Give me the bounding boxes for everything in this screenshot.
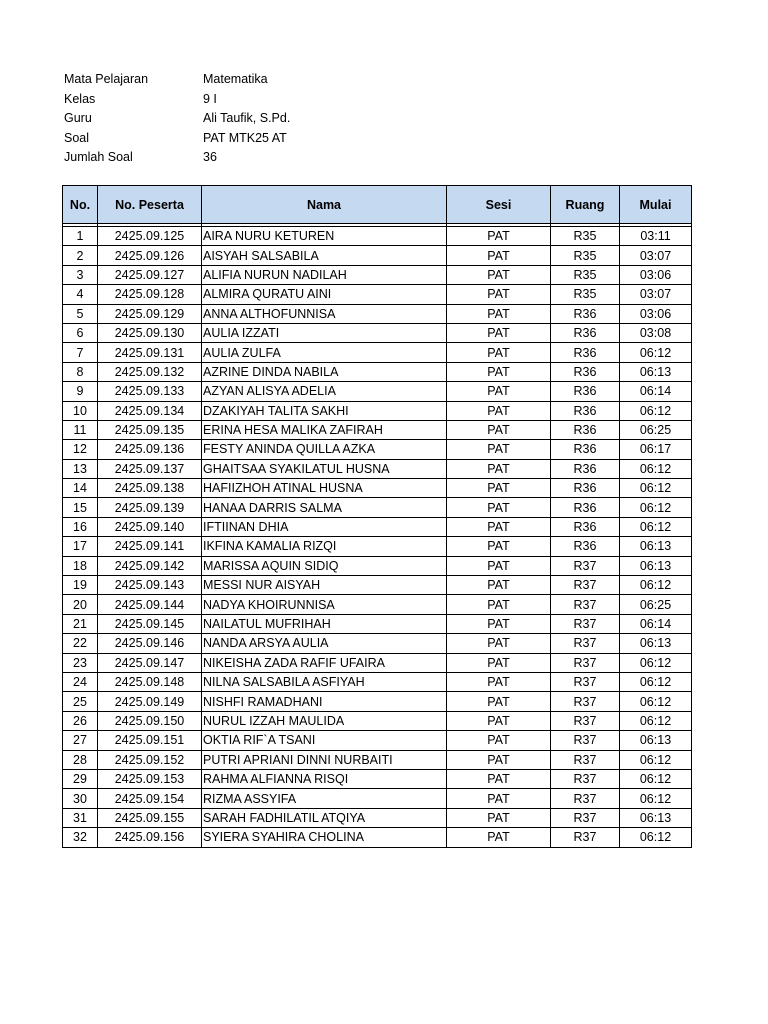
cell-session: PAT — [447, 246, 551, 265]
cell-name: SYIERA SYAHIRA CHOLINA — [202, 828, 447, 847]
cell-start: 03:06 — [620, 304, 692, 323]
cell-start: 06:12 — [620, 769, 692, 788]
cell-participant-no: 2425.09.125 — [98, 227, 202, 246]
table-row — [63, 517, 692, 536]
cell-room: R36 — [551, 343, 620, 362]
table-row — [63, 246, 692, 265]
column-header-room: Ruang — [551, 186, 620, 224]
cell-start: 06:13 — [620, 362, 692, 381]
cell-room: R35 — [551, 285, 620, 304]
info-row-class — [64, 90, 290, 110]
cell-start: 06:12 — [620, 672, 692, 691]
cell-start: 06:17 — [620, 440, 692, 459]
cell-participant-no: 2425.09.146 — [98, 634, 202, 653]
participants-table — [62, 185, 692, 848]
cell-no: 5 — [63, 304, 98, 323]
cell-session: PAT — [447, 789, 551, 808]
table-row — [63, 420, 692, 439]
cell-name: ERINA HESA MALIKA ZAFIRAH — [202, 420, 447, 439]
cell-session: PAT — [447, 285, 551, 304]
cell-room: R37 — [551, 634, 620, 653]
cell-participant-no: 2425.09.151 — [98, 731, 202, 750]
cell-session: PAT — [447, 614, 551, 633]
cell-room: R37 — [551, 828, 620, 847]
column-header-no: No. — [63, 186, 98, 224]
cell-no: 2 — [63, 246, 98, 265]
cell-session: PAT — [447, 537, 551, 556]
cell-start: 03:06 — [620, 265, 692, 284]
cell-room: R37 — [551, 789, 620, 808]
cell-no: 17 — [63, 537, 98, 556]
cell-name: ALMIRA QURATU AINI — [202, 285, 447, 304]
cell-room: R35 — [551, 227, 620, 246]
table-row — [63, 750, 692, 769]
cell-participant-no: 2425.09.147 — [98, 653, 202, 672]
cell-name: NADYA KHOIRUNNISA — [202, 595, 447, 614]
exam-info — [64, 70, 290, 168]
cell-room: R36 — [551, 498, 620, 517]
cell-name: PUTRI APRIANI DINNI NURBAITI — [202, 750, 447, 769]
table-row — [63, 653, 692, 672]
cell-session: PAT — [447, 711, 551, 730]
info-row-question-count — [64, 148, 290, 168]
cell-room: R37 — [551, 769, 620, 788]
cell-name: ALIFIA NURUN NADILAH — [202, 265, 447, 284]
cell-room: R37 — [551, 711, 620, 730]
table-row — [63, 343, 692, 362]
cell-name: MARISSA AQUIN SIDIQ — [202, 556, 447, 575]
cell-room: R36 — [551, 459, 620, 478]
cell-name: NAILATUL MUFRIHAH — [202, 614, 447, 633]
table-row — [63, 711, 692, 730]
cell-no: 24 — [63, 672, 98, 691]
cell-session: PAT — [447, 556, 551, 575]
cell-participant-no: 2425.09.149 — [98, 692, 202, 711]
table-row — [63, 401, 692, 420]
cell-no: 15 — [63, 498, 98, 517]
cell-session: PAT — [447, 672, 551, 691]
info-label: Soal — [64, 130, 90, 145]
table-body — [63, 224, 692, 848]
cell-start: 06:13 — [620, 808, 692, 827]
cell-session: PAT — [447, 479, 551, 498]
cell-name: IKFINA KAMALIA RIZQI — [202, 537, 447, 556]
cell-room: R35 — [551, 246, 620, 265]
cell-name: NANDA ARSYA AULIA — [202, 634, 447, 653]
cell-participant-no: 2425.09.144 — [98, 595, 202, 614]
cell-session: PAT — [447, 265, 551, 284]
table-row — [63, 672, 692, 691]
table-row — [63, 304, 692, 323]
table-row — [63, 769, 692, 788]
cell-session: PAT — [447, 731, 551, 750]
cell-room: R36 — [551, 537, 620, 556]
cell-name: IFTIINAN DHIA — [202, 517, 447, 536]
cell-room: R37 — [551, 692, 620, 711]
cell-session: PAT — [447, 634, 551, 653]
cell-participant-no: 2425.09.135 — [98, 420, 202, 439]
cell-room: R36 — [551, 420, 620, 439]
cell-no: 16 — [63, 517, 98, 536]
cell-start: 03:07 — [620, 285, 692, 304]
cell-name: NILNA SALSABILA ASFIYAH — [202, 672, 447, 691]
cell-participant-no: 2425.09.154 — [98, 789, 202, 808]
info-row-subject — [64, 70, 290, 90]
cell-participant-no: 2425.09.155 — [98, 808, 202, 827]
cell-name: NISHFI RAMADHANI — [202, 692, 447, 711]
cell-start: 06:12 — [620, 828, 692, 847]
cell-start: 06:13 — [620, 634, 692, 653]
table-row — [63, 459, 692, 478]
cell-start: 06:12 — [620, 750, 692, 769]
table-row — [63, 634, 692, 653]
table-row — [63, 556, 692, 575]
cell-room: R36 — [551, 362, 620, 381]
cell-no: 13 — [63, 459, 98, 478]
cell-participant-no: 2425.09.128 — [98, 285, 202, 304]
column-header-name: Nama — [202, 186, 447, 224]
cell-room: R36 — [551, 401, 620, 420]
cell-start: 06:13 — [620, 731, 692, 750]
cell-participant-no: 2425.09.127 — [98, 265, 202, 284]
table-row — [63, 362, 692, 381]
cell-start: 03:08 — [620, 323, 692, 342]
cell-name: HAFIIZHOH ATINAL HUSNA — [202, 479, 447, 498]
cell-room: R36 — [551, 440, 620, 459]
cell-session: PAT — [447, 769, 551, 788]
cell-session: PAT — [447, 595, 551, 614]
cell-session: PAT — [447, 304, 551, 323]
cell-no: 31 — [63, 808, 98, 827]
cell-participant-no: 2425.09.143 — [98, 576, 202, 595]
cell-start: 06:12 — [620, 498, 692, 517]
cell-participant-no: 2425.09.134 — [98, 401, 202, 420]
table-row — [63, 265, 692, 284]
cell-no: 7 — [63, 343, 98, 362]
cell-participant-no: 2425.09.153 — [98, 769, 202, 788]
cell-session: PAT — [447, 692, 551, 711]
cell-session: PAT — [447, 808, 551, 827]
cell-room: R37 — [551, 595, 620, 614]
cell-no: 32 — [63, 828, 98, 847]
cell-participant-no: 2425.09.139 — [98, 498, 202, 517]
cell-session: PAT — [447, 440, 551, 459]
cell-room: R37 — [551, 731, 620, 750]
cell-no: 28 — [63, 750, 98, 769]
info-label: Mata Pelajaran — [64, 72, 149, 86]
cell-no: 10 — [63, 401, 98, 420]
cell-participant-no: 2425.09.156 — [98, 828, 202, 847]
cell-no: 30 — [63, 789, 98, 808]
cell-name: DZAKIYAH TALITA SAKHI — [202, 401, 447, 420]
info-label: Guru — [64, 111, 92, 125]
cell-name: AZRINE DINDA NABILA — [202, 362, 447, 381]
cell-name: AZYAN ALISYA ADELIA — [202, 382, 447, 401]
cell-participant-no: 2425.09.138 — [98, 479, 202, 498]
cell-no: 20 — [63, 595, 98, 614]
cell-start: 06:13 — [620, 556, 692, 575]
cell-start: 06:13 — [620, 537, 692, 556]
column-header-session: Sesi — [447, 186, 551, 224]
cell-no: 23 — [63, 653, 98, 672]
cell-room: R36 — [551, 382, 620, 401]
table-row — [63, 498, 692, 517]
cell-participant-no: 2425.09.152 — [98, 750, 202, 769]
cell-name: NURUL IZZAH MAULIDA — [202, 711, 447, 730]
cell-start: 06:12 — [620, 401, 692, 420]
cell-room: R37 — [551, 653, 620, 672]
cell-room: R37 — [551, 672, 620, 691]
cell-name: OKTIA RIF`A TSANI — [202, 731, 447, 750]
cell-participant-no: 2425.09.132 — [98, 362, 202, 381]
cell-participant-no: 2425.09.150 — [98, 711, 202, 730]
cell-participant-no: 2425.09.130 — [98, 323, 202, 342]
cell-session: PAT — [447, 576, 551, 595]
cell-room: R37 — [551, 576, 620, 595]
cell-no: 6 — [63, 323, 98, 342]
cell-room: R35 — [551, 265, 620, 284]
cell-participant-no: 2425.09.137 — [98, 459, 202, 478]
cell-session: PAT — [447, 420, 551, 439]
table-row — [63, 731, 692, 750]
table-row — [63, 285, 692, 304]
cell-session: PAT — [447, 828, 551, 847]
cell-no: 9 — [63, 382, 98, 401]
cell-participant-no: 2425.09.136 — [98, 440, 202, 459]
cell-no: 3 — [63, 265, 98, 284]
table-row — [63, 808, 692, 827]
cell-start: 06:12 — [620, 343, 692, 362]
info-value: Ali Taufik, S.Pd. — [203, 111, 291, 125]
table-row — [63, 595, 692, 614]
table-row — [63, 828, 692, 847]
info-label: Kelas — [64, 91, 96, 106]
table-row — [63, 789, 692, 808]
table-header-row — [63, 186, 692, 224]
cell-room: R37 — [551, 750, 620, 769]
cell-name: AIRA NURU KETUREN — [202, 227, 447, 246]
cell-participant-no: 2425.09.133 — [98, 382, 202, 401]
info-row-teacher — [64, 109, 290, 129]
cell-name: SARAH FADHILATIL ATQIYA — [202, 808, 447, 827]
cell-start: 06:12 — [620, 653, 692, 672]
cell-start: 06:12 — [620, 711, 692, 730]
cell-session: PAT — [447, 459, 551, 478]
cell-no: 14 — [63, 479, 98, 498]
cell-name: NIKEISHA ZADA RAFIF UFAIRA — [202, 653, 447, 672]
cell-no: 8 — [63, 362, 98, 381]
cell-no: 19 — [63, 576, 98, 595]
info-value: 9 I — [203, 91, 217, 106]
cell-start: 06:12 — [620, 479, 692, 498]
cell-start: 06:12 — [620, 692, 692, 711]
cell-no: 27 — [63, 731, 98, 750]
cell-participant-no: 2425.09.126 — [98, 246, 202, 265]
cell-name: RIZMA ASSYIFA — [202, 789, 447, 808]
cell-participant-no: 2425.09.142 — [98, 556, 202, 575]
table-row — [63, 440, 692, 459]
cell-name: AULIA IZZATI — [202, 323, 447, 342]
cell-start: 06:25 — [620, 420, 692, 439]
cell-start: 06:12 — [620, 789, 692, 808]
cell-room: R36 — [551, 479, 620, 498]
cell-start: 06:12 — [620, 459, 692, 478]
cell-session: PAT — [447, 323, 551, 342]
cell-no: 29 — [63, 769, 98, 788]
cell-name: RAHMA ALFIANNA RISQI — [202, 769, 447, 788]
cell-session: PAT — [447, 498, 551, 517]
cell-session: PAT — [447, 401, 551, 420]
cell-participant-no: 2425.09.131 — [98, 343, 202, 362]
info-value: Matematika — [203, 72, 268, 86]
cell-start: 06:25 — [620, 595, 692, 614]
info-value: PAT MTK25 AT — [203, 130, 287, 145]
cell-participant-no: 2425.09.141 — [98, 537, 202, 556]
cell-participant-no: 2425.09.148 — [98, 672, 202, 691]
cell-session: PAT — [447, 227, 551, 246]
cell-start: 06:12 — [620, 517, 692, 536]
cell-room: R36 — [551, 304, 620, 323]
cell-session: PAT — [447, 362, 551, 381]
cell-no: 1 — [63, 227, 98, 246]
cell-name: AULIA ZULFA — [202, 343, 447, 362]
cell-start: 06:12 — [620, 576, 692, 595]
table-row — [63, 614, 692, 633]
info-value: 36 — [203, 150, 217, 164]
cell-room: R36 — [551, 517, 620, 536]
cell-name: MESSI NUR AISYAH — [202, 576, 447, 595]
cell-no: 26 — [63, 711, 98, 730]
cell-start: 06:14 — [620, 382, 692, 401]
cell-no: 25 — [63, 692, 98, 711]
table-row — [63, 382, 692, 401]
info-row-exam — [64, 129, 290, 149]
cell-name: GHAITSAA SYAKILATUL HUSNA — [202, 459, 447, 478]
cell-no: 11 — [63, 420, 98, 439]
cell-session: PAT — [447, 750, 551, 769]
column-header-participant-no: No. Peserta — [98, 186, 202, 224]
cell-no: 4 — [63, 285, 98, 304]
cell-room: R36 — [551, 323, 620, 342]
cell-session: PAT — [447, 517, 551, 536]
table-row — [63, 576, 692, 595]
table-row — [63, 692, 692, 711]
cell-session: PAT — [447, 343, 551, 362]
cell-participant-no: 2425.09.140 — [98, 517, 202, 536]
cell-no: 21 — [63, 614, 98, 633]
cell-no: 18 — [63, 556, 98, 575]
column-header-start: Mulai — [620, 186, 692, 224]
cell-name: FESTY ANINDA QUILLA AZKA — [202, 440, 447, 459]
cell-session: PAT — [447, 653, 551, 672]
cell-no: 22 — [63, 634, 98, 653]
cell-name: AISYAH SALSABILA — [202, 246, 447, 265]
cell-name: HANAA DARRIS SALMA — [202, 498, 447, 517]
cell-no: 12 — [63, 440, 98, 459]
cell-participant-no: 2425.09.145 — [98, 614, 202, 633]
cell-room: R37 — [551, 808, 620, 827]
cell-room: R37 — [551, 614, 620, 633]
cell-start: 06:14 — [620, 614, 692, 633]
table-row — [63, 537, 692, 556]
cell-participant-no: 2425.09.129 — [98, 304, 202, 323]
table-row — [63, 227, 692, 246]
info-label: Jumlah Soal — [64, 150, 133, 164]
table-row — [63, 323, 692, 342]
table-row — [63, 479, 692, 498]
cell-room: R37 — [551, 556, 620, 575]
cell-start: 03:07 — [620, 246, 692, 265]
cell-name: ANNA ALTHOFUNNISA — [202, 304, 447, 323]
cell-start: 03:11 — [620, 227, 692, 246]
cell-session: PAT — [447, 382, 551, 401]
